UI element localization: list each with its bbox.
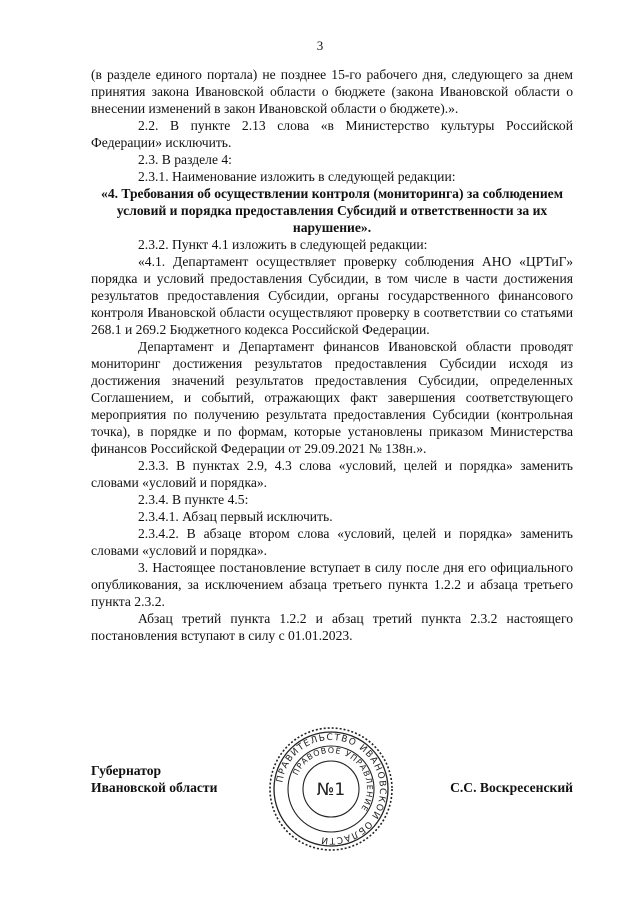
svg-text:ПРАВИТЕЛЬСТВО ИВАНОВСКОЙ ОБЛАС: ПРАВИТЕЛЬСТВО ИВАНОВСКОЙ ОБЛАСТИ — [275, 732, 388, 846]
section-heading: «4. Требования об осуществлении контроля (мониторинга) за соблюдением условий и порядка предоставления Субсидий и ответственности за их нарушение». — [101, 186, 563, 235]
paragraph: 3. Настоящее постановление вступает в силу после дня его официального опубликования, за исключением абзаца третьего пункта 1.2.2 и абзаца третьего пункта 2.3.2. — [91, 560, 573, 609]
paragraph: 2.2. В пункте 2.13 слова «в Министерство культуры Российской Федерации» исключить. — [91, 118, 573, 150]
paragraph: Абзац третий пункта 1.2.2 и абзац третий пункта 2.3.2 настоящего постановления вступают в силу с 01.01.2023. — [91, 611, 573, 643]
page-number: 3 — [316, 38, 324, 53]
paragraph: 2.3.4. В пункте 4.5: — [138, 492, 249, 507]
paragraph: 2.3.4.1. Абзац первый исключить. — [138, 509, 333, 524]
svg-text:№1: №1 — [316, 780, 346, 800]
svg-text:ПРАВОВОЕ УПРАВЛЕНИЕ: ПРАВОВОЕ УПРАВЛЕНИЕ — [291, 745, 375, 814]
paragraph: (в разделе единого портала) не позднее 15-го рабочего дня, следующего за днем принятия закона Ивановской области о бюджете (закона Ивановской области о внесении изменений в закон Ивановской области о бюджете).». — [91, 67, 573, 116]
paragraph: 2.3. В разделе 4: — [138, 152, 232, 167]
paragraph: «4.1. Департамент осуществляет проверку соблюдения АНО «ЦРТиГ» порядка и условий предоставления Субсидии, в том числе в части достижения результатов предоставления Субсидии, органы государственного финансового контроля Ивановской области осуществляют проверку в соответствии со статьями 268.1 и 269.2 Бюджетного кодекса Российской Федерации. — [91, 254, 573, 337]
paragraph: 2.3.4.2. В абзаце втором слова «условий, целей и порядка» заменить словами «условий и порядка». — [91, 526, 573, 558]
signatory-region: Ивановской области — [91, 780, 218, 795]
paragraph: 2.3.1. Наименование изложить в следующей редакции: — [138, 169, 456, 184]
paragraph: Департамент и Департамент финансов Ивановской области проводят мониторинг достижения результатов предоставления Субсидии исходя из достижения значений результатов предоставления Субсидии, определенных Соглашением, и событий, отражающих факт завершения соответствующего мероприятия по получению результата предоставления Субсидии (контрольная точка), в порядке и по формам, которые установлены приказом Министерства финансов Российской Федерации от 29.09.2021 № 138н.». — [91, 339, 573, 456]
paragraph: 2.3.3. В пунктах 2.9, 4.3 слова «условий, целей и порядка» заменить словами «условий и порядка». — [91, 458, 573, 490]
signatory-title: Губернатор — [91, 763, 162, 778]
document-body — [91, 66, 573, 644]
signatory-position — [91, 762, 217, 796]
signatory-name: С.С. Воскресенский — [450, 780, 573, 795]
paragraph: 2.3.2. Пункт 4.1 изложить в следующей редакции: — [138, 237, 428, 252]
official-stamp — [266, 724, 396, 854]
